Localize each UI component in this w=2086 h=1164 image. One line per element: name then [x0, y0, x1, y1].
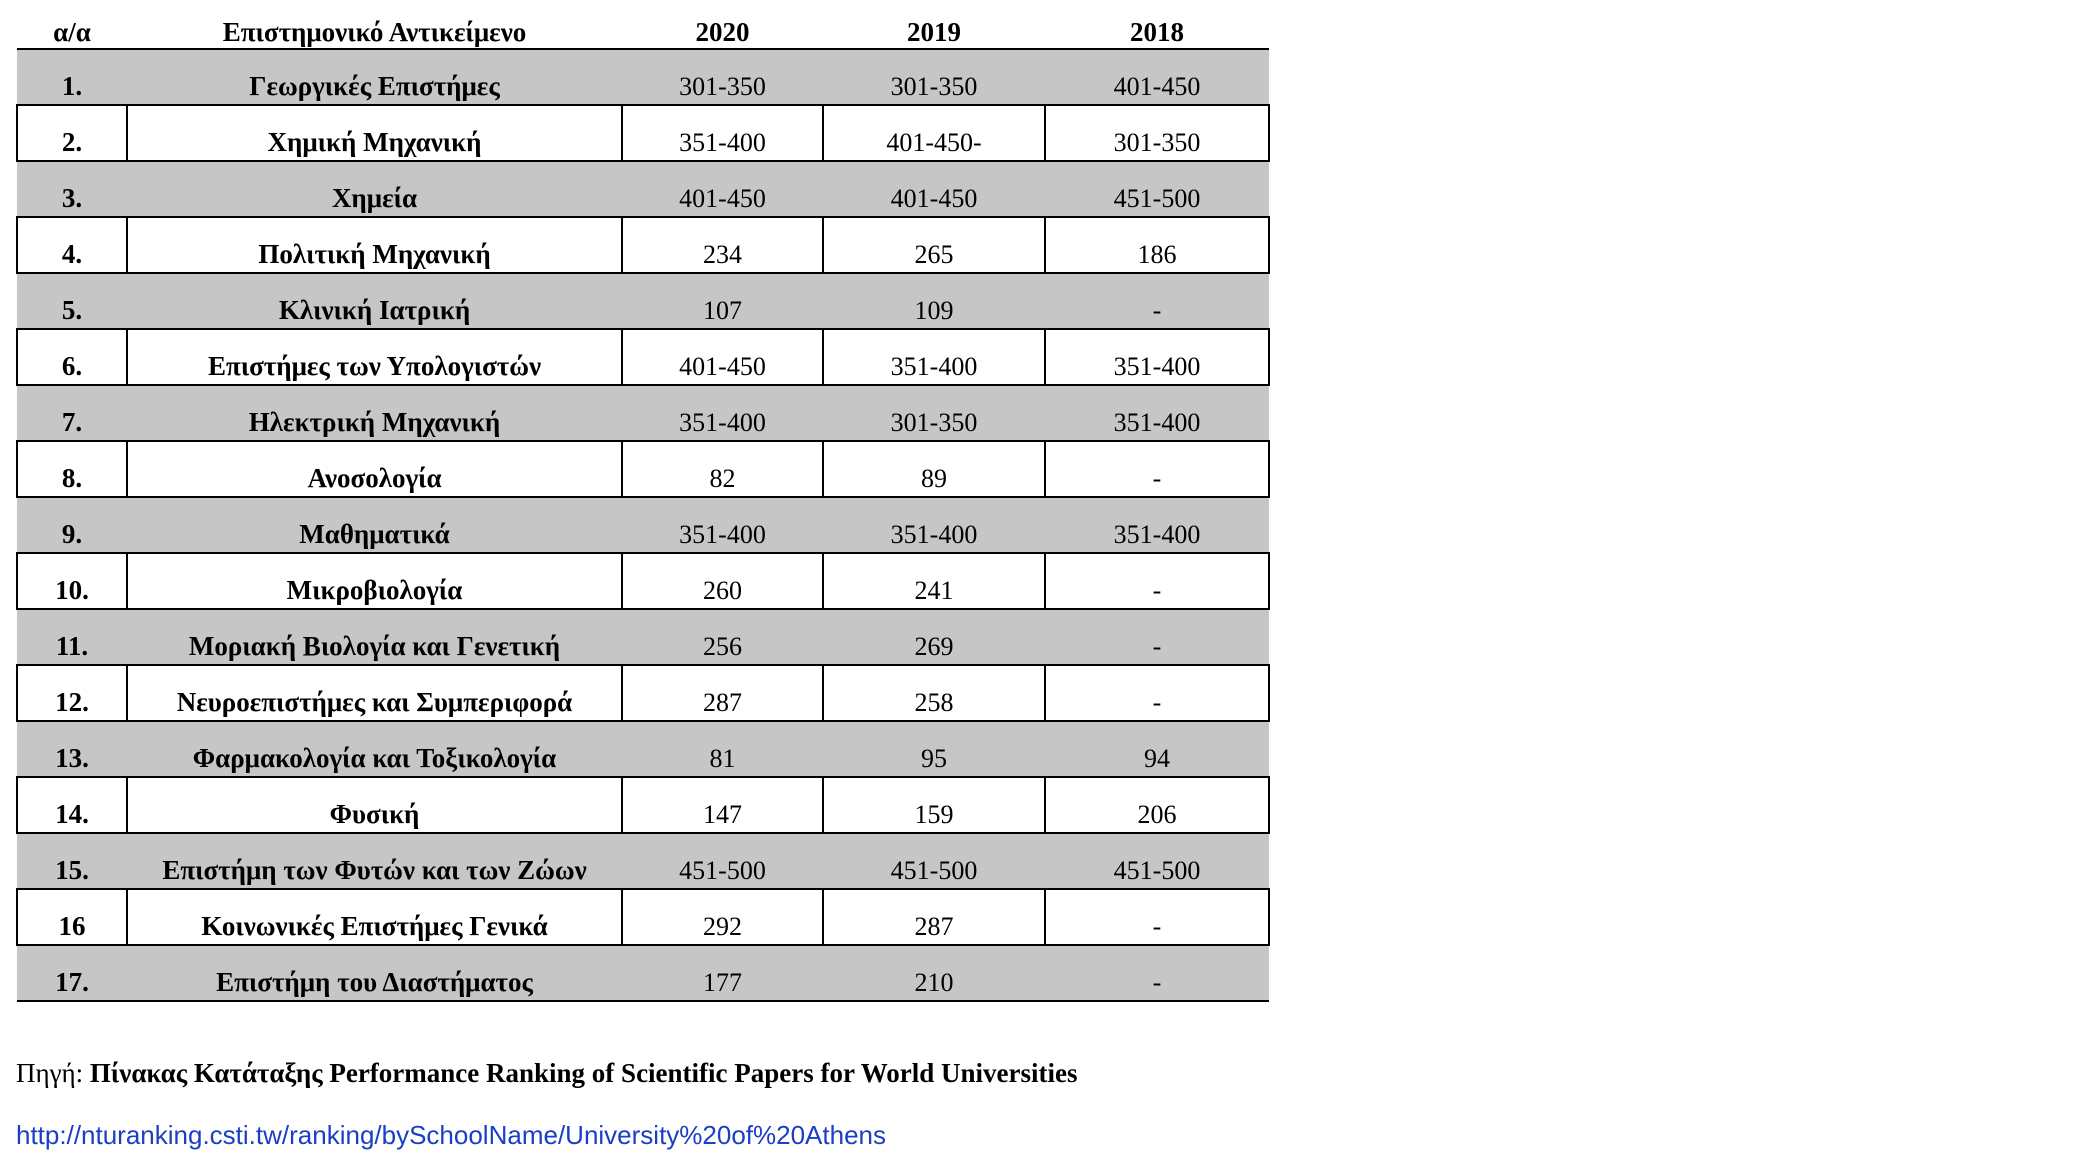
row-rank-2020: 401-450 — [622, 329, 823, 385]
header-year-2018: 2018 — [1045, 0, 1269, 49]
row-rank-2019: 401-450- — [823, 105, 1045, 161]
row-subject: Μαθηματικά — [127, 497, 622, 553]
row-rank-2018: 401-450 — [1045, 49, 1269, 105]
row-rank-2018: - — [1045, 273, 1269, 329]
row-rank-2020: 81 — [622, 721, 823, 777]
row-index: 11. — [17, 609, 127, 665]
row-rank-2019: 210 — [823, 945, 1045, 1001]
row-rank-2019: 451-500 — [823, 833, 1045, 889]
row-rank-2020: 147 — [622, 777, 823, 833]
row-subject: Φυσική — [127, 777, 622, 833]
table-row — [17, 721, 1269, 777]
row-index: 7. — [17, 385, 127, 441]
row-rank-2019: 258 — [823, 665, 1045, 721]
row-rank-2019: 269 — [823, 609, 1045, 665]
table-row — [17, 49, 1269, 105]
table-row — [17, 497, 1269, 553]
row-rank-2020: 260 — [622, 553, 823, 609]
row-rank-2020: 401-450 — [622, 161, 823, 217]
table-row — [17, 777, 1269, 833]
row-index: 16 — [17, 889, 127, 945]
header-year-2019: 2019 — [823, 0, 1045, 49]
row-subject: Επιστήμη των Φυτών και των Ζώων — [127, 833, 622, 889]
row-rank-2018: - — [1045, 665, 1269, 721]
row-subject: Φαρμακολογία και Τοξικολογία — [127, 721, 622, 777]
row-rank-2018: - — [1045, 889, 1269, 945]
row-rank-2019: 95 — [823, 721, 1045, 777]
row-rank-2020: 82 — [622, 441, 823, 497]
row-index: 6. — [17, 329, 127, 385]
row-rank-2019: 351-400 — [823, 329, 1045, 385]
row-index: 14. — [17, 777, 127, 833]
row-subject: Νευροεπιστήμες και Συμπεριφορά — [127, 665, 622, 721]
row-rank-2018: 451-500 — [1045, 161, 1269, 217]
row-rank-2019: 401-450 — [823, 161, 1045, 217]
row-subject: Κλινική Ιατρική — [127, 273, 622, 329]
header-subject: Επιστημονικό Αντικείμενο — [127, 0, 622, 49]
row-subject: Χημική Μηχανική — [127, 105, 622, 161]
row-subject: Επιστήμες των Υπολογιστών — [127, 329, 622, 385]
row-rank-2020: 256 — [622, 609, 823, 665]
ranking-table — [16, 0, 1270, 1002]
row-index: 2. — [17, 105, 127, 161]
row-rank-2019: 301-350 — [823, 49, 1045, 105]
table-row — [17, 105, 1269, 161]
row-index: 8. — [17, 441, 127, 497]
source-label: Πηγή: — [16, 1058, 90, 1088]
row-rank-2018: 186 — [1045, 217, 1269, 273]
row-rank-2018: - — [1045, 945, 1269, 1001]
row-subject: Ανοσολογία — [127, 441, 622, 497]
row-rank-2019: 301-350 — [823, 385, 1045, 441]
row-rank-2019: 265 — [823, 217, 1045, 273]
row-subject: Επιστήμη του Διαστήματος — [127, 945, 622, 1001]
header-year-2020: 2020 — [622, 0, 823, 49]
table-row — [17, 217, 1269, 273]
row-rank-2019: 109 — [823, 273, 1045, 329]
row-subject: Ηλεκτρική Μηχανική — [127, 385, 622, 441]
row-rank-2019: 159 — [823, 777, 1045, 833]
table-row — [17, 441, 1269, 497]
row-index: 17. — [17, 945, 127, 1001]
table-body — [17, 49, 1269, 1001]
row-rank-2018: 94 — [1045, 721, 1269, 777]
row-rank-2018: 351-400 — [1045, 329, 1269, 385]
row-subject: Μοριακή Βιολογία και Γενετική — [127, 609, 622, 665]
row-rank-2020: 234 — [622, 217, 823, 273]
row-rank-2018: 451-500 — [1045, 833, 1269, 889]
row-rank-2019: 287 — [823, 889, 1045, 945]
row-rank-2019: 351-400 — [823, 497, 1045, 553]
row-index: 1. — [17, 49, 127, 105]
row-rank-2020: 351-400 — [622, 105, 823, 161]
row-subject: Γεωργικές Επιστήμες — [127, 49, 622, 105]
row-index: 3. — [17, 161, 127, 217]
row-rank-2020: 292 — [622, 889, 823, 945]
row-rank-2020: 287 — [622, 665, 823, 721]
row-index: 12. — [17, 665, 127, 721]
table-row — [17, 833, 1269, 889]
row-subject: Χημεία — [127, 161, 622, 217]
row-rank-2018: 301-350 — [1045, 105, 1269, 161]
row-rank-2020: 451-500 — [622, 833, 823, 889]
table-row — [17, 385, 1269, 441]
table-row — [17, 665, 1269, 721]
row-rank-2019: 241 — [823, 553, 1045, 609]
source-title: Πίνακας Κατάταξης Performance Ranking of Scientific Papers for World Universities — [89, 1058, 1078, 1088]
row-index: 4. — [17, 217, 127, 273]
row-rank-2018: 351-400 — [1045, 497, 1269, 553]
row-subject: Μικροβιολογία — [127, 553, 622, 609]
table-header-row — [17, 0, 1269, 49]
row-rank-2020: 107 — [622, 273, 823, 329]
table-row — [17, 161, 1269, 217]
header-index: α/α — [17, 0, 127, 49]
table-row — [17, 945, 1269, 1001]
row-rank-2018: - — [1045, 609, 1269, 665]
table-row — [17, 273, 1269, 329]
source-line — [16, 1060, 1078, 1087]
table-row — [17, 609, 1269, 665]
row-index: 15. — [17, 833, 127, 889]
row-index: 10. — [17, 553, 127, 609]
table-row — [17, 553, 1269, 609]
row-rank-2018: 206 — [1045, 777, 1269, 833]
row-rank-2020: 351-400 — [622, 385, 823, 441]
row-index: 13. — [17, 721, 127, 777]
row-rank-2018: 351-400 — [1045, 385, 1269, 441]
row-rank-2018: - — [1045, 441, 1269, 497]
row-rank-2019: 89 — [823, 441, 1045, 497]
row-index: 9. — [17, 497, 127, 553]
source-link[interactable]: http://nturanking.csti.tw/ranking/bySchoolName/University%20of%20Athens — [16, 1120, 886, 1150]
row-rank-2018: - — [1045, 553, 1269, 609]
table-row — [17, 889, 1269, 945]
row-rank-2020: 177 — [622, 945, 823, 1001]
row-rank-2020: 301-350 — [622, 49, 823, 105]
table-row — [17, 329, 1269, 385]
row-rank-2020: 351-400 — [622, 497, 823, 553]
row-index: 5. — [17, 273, 127, 329]
row-subject: Κοινωνικές Επιστήμες Γενικά — [127, 889, 622, 945]
row-subject: Πολιτική Μηχανική — [127, 217, 622, 273]
